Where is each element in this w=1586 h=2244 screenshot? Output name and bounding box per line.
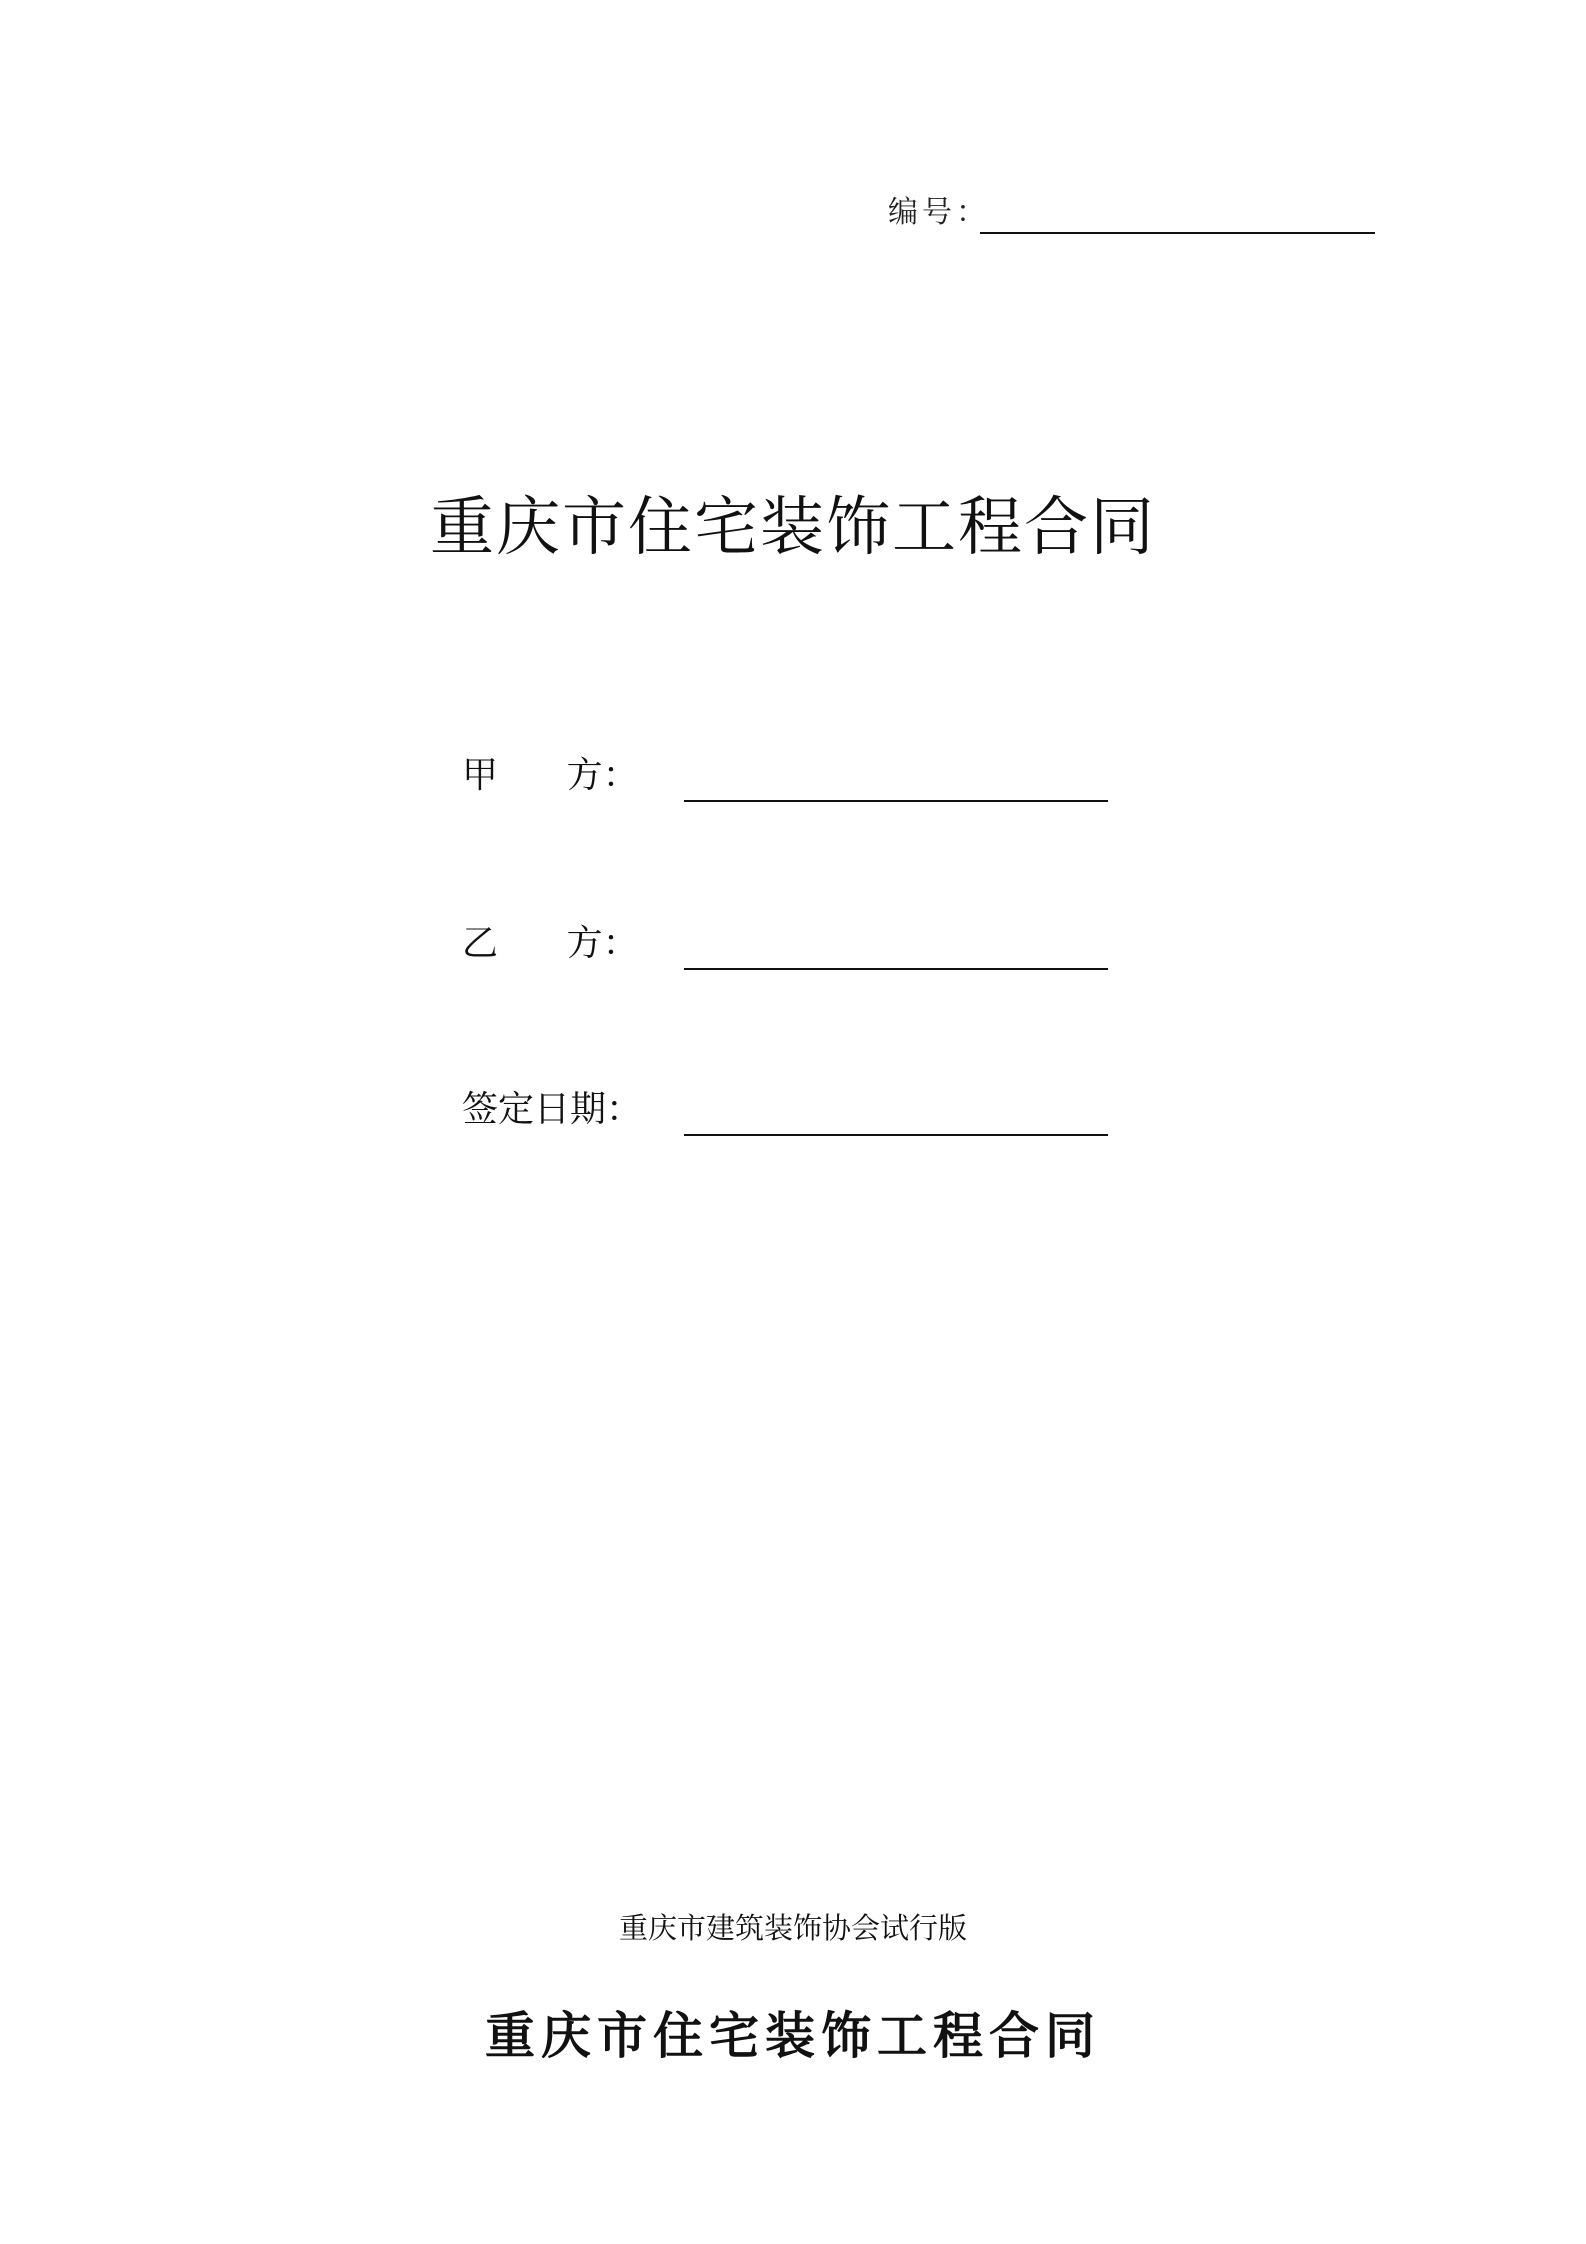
sign-date-blank-line <box>684 1134 1108 1136</box>
party-a-label: 甲 方： <box>462 755 639 796</box>
serial-number-blank-line <box>980 232 1375 234</box>
party-a-field <box>462 746 1112 806</box>
issuer-text: 重庆市建筑装饰协会试行版 <box>618 1911 967 1945</box>
sign-date-field <box>462 1080 1112 1140</box>
party-b-label: 乙 方： <box>462 923 639 964</box>
serial-number-label: 编号： <box>888 195 990 230</box>
bottom-title: 重庆市住宅装饰工程合同 <box>485 2006 1101 2065</box>
serial-number-field <box>888 190 1378 236</box>
document-title: 重庆市住宅装饰工程合同 <box>430 491 1156 565</box>
party-a-blank-line <box>684 800 1108 802</box>
party-b-field <box>462 914 1112 974</box>
sign-date-label: 签定日期： <box>462 1089 643 1130</box>
party-b-blank-line <box>684 968 1108 970</box>
